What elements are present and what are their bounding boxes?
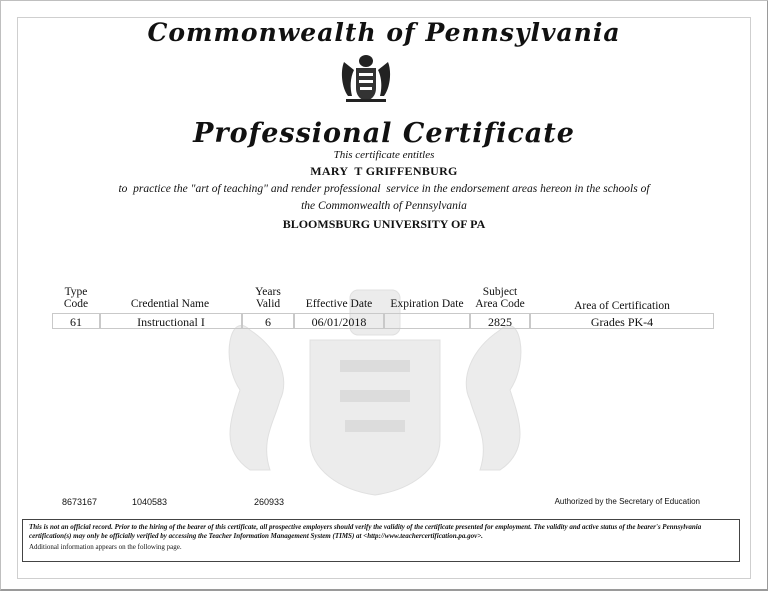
header-valid: Valid [255,298,281,310]
certificate-number: 8673167 [62,497,98,507]
commonwealth-title: Commonwealth of Pennsylvania [147,18,621,47]
header-code: Code [63,298,89,310]
header-subject-area-code [470,286,530,310]
header-credential-name: Credential Name [130,298,210,310]
holder-name: MARY T GRIFFENBURG [310,164,458,178]
cell-credential-name: Instructional I [100,313,242,329]
header-area-code: Area Code [475,298,525,310]
header-area-of-certification: Area of Certification [574,300,670,312]
cell-effective-date: 06/01/2018 [294,313,384,329]
entitles-text: This certificate entitles [333,149,435,161]
header-years-valid [242,286,294,310]
header-expiration-date: Expiration Date [390,298,464,310]
notice-additional: Additional information appears on the following page. [29,543,182,551]
cell-expiration-date [384,313,470,329]
cell-years-valid: 6 [242,313,294,329]
institution-name: BLOOMSBURG UNIVERSITY OF PA [282,217,486,231]
cell-subject-area-code: 2825 [470,313,530,329]
cell-area-of-certification: Grades PK-4 [530,313,714,329]
certificate-title: Professional Certificate [193,118,575,149]
header-years: Years [255,286,281,298]
pennsylvania-seal-icon [338,52,394,104]
authorized-text: Authorized by the Secretary of Education [554,497,700,506]
header-effective-date: Effective Date [305,298,373,310]
notice-warning: This is not an official record. Prior to the hiring of the bearer of this certificate, all prospective employers should verify the validity of the certificate presented for employment. The validity and active status of the bearer's Pennsylvania certification(s) may only be officially verified by accessing the Teacher Information Management System (TIMS) at <http://www.teachercertification.pa.gov>. [29,523,702,540]
notice-box [22,519,740,562]
cell-type-code: 61 [52,313,100,329]
header-type-code [52,286,100,310]
header-subject: Subject [482,286,518,298]
professional-id: 1040583 [132,497,168,507]
practice-text: to practice the "art of teaching" and render professional service in the endorsement areas hereon in the schools of [118,183,650,195]
commonwealth-pa-text: the Commonwealth of Pennsylvania [301,200,467,212]
header-type: Type [64,286,88,298]
reference-number: 260933 [254,497,285,507]
